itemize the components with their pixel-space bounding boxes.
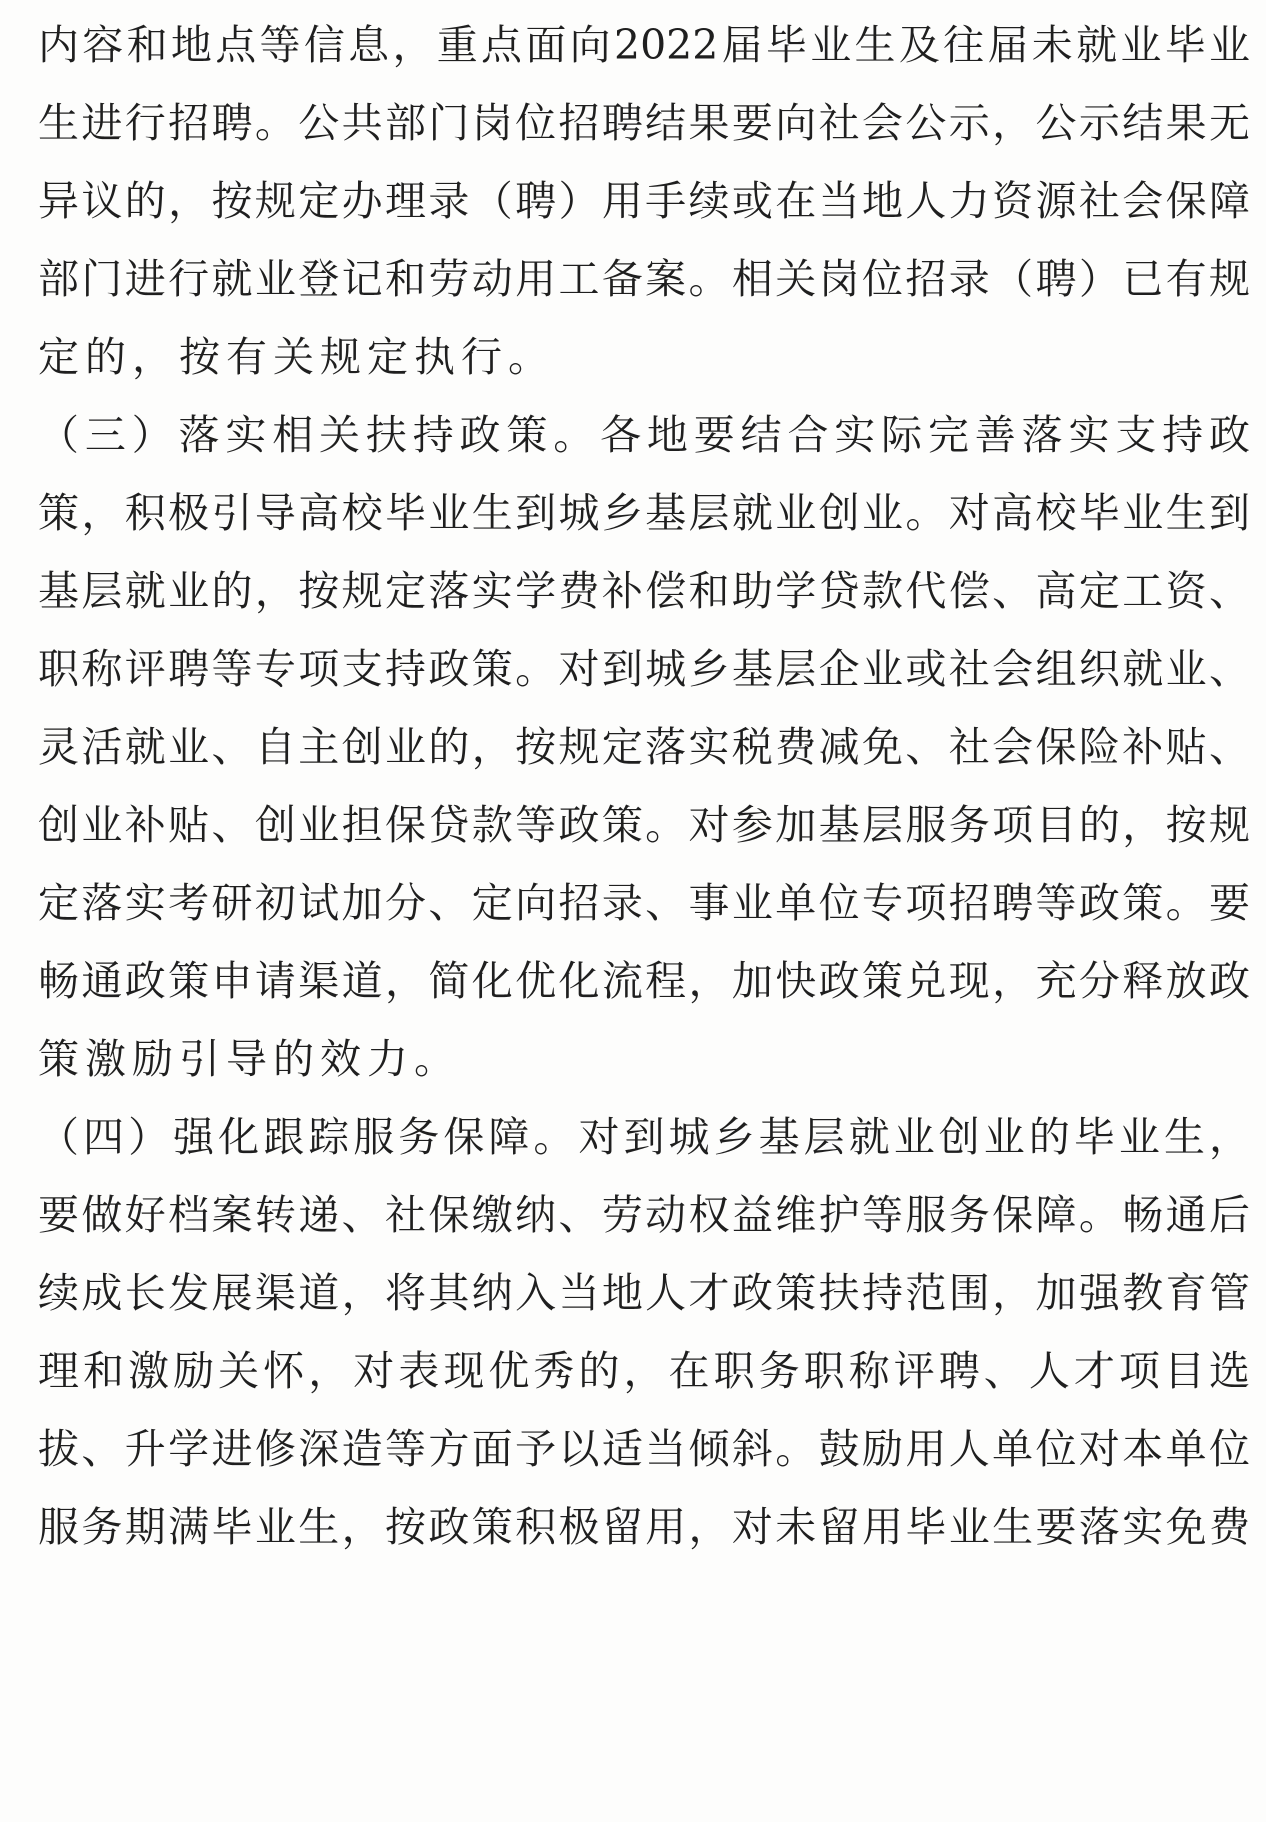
text-line-12: 定落实考研初试加分、定向招录、事业单位专项招聘等政策。要 bbox=[38, 879, 1250, 927]
text-line-19: 拔、升学进修深造等方面予以适当倾斜。鼓励用人单位对本单位 bbox=[38, 1425, 1250, 1473]
text-line-17: 续成长发展渠道，将其纳入当地人才政策扶持范围，加强教育管 bbox=[38, 1269, 1250, 1317]
text-line-7: 策，积极引导高校毕业生到城乡基层就业创业。对高校毕业生到 bbox=[38, 489, 1250, 537]
text-line-3: 异议的，按规定办理录（聘）用手续或在当地人力资源社会保障 bbox=[38, 177, 1250, 225]
text-line-10: 灵活就业、自主创业的，按规定落实税费减免、社会保险补贴、 bbox=[38, 723, 1250, 771]
text-line-8: 基层就业的，按规定落实学费补偿和助学贷款代偿、高定工资、 bbox=[38, 567, 1250, 615]
text-line-5: 定的，按有关规定执行。 bbox=[38, 333, 555, 381]
text-line-20: 服务期满毕业生，按政策积极留用，对未留用毕业生要落实免费 bbox=[38, 1503, 1250, 1551]
text-line-13: 畅通政策申请渠道，简化优化流程，加快政策兑现，充分释放政 bbox=[38, 957, 1250, 1005]
text-line-16: 要做好档案转递、社保缴纳、劳动权益维护等服务保障。畅通后 bbox=[38, 1191, 1250, 1239]
text-line-14: 策激励引导的效力。 bbox=[38, 1035, 461, 1083]
section-heading-3-line: （三）落实相关扶持政策。各地要结合实际完善落实支持政 bbox=[38, 411, 1250, 459]
text-line-1: 内容和地点等信息，重点面向2022届毕业生及往届未就业毕业 bbox=[38, 21, 1250, 69]
text-line-9: 职称评聘等专项支持政策。对到城乡基层企业或社会组织就业、 bbox=[38, 645, 1250, 693]
text-line-4: 部门进行就业登记和劳动用工备案。相关岗位招录（聘）已有规 bbox=[38, 255, 1250, 303]
section-heading-4-line: （四）强化跟踪服务保障。对到城乡基层就业创业的毕业生， bbox=[38, 1113, 1250, 1161]
text-line-11: 创业补贴、创业担保贷款等政策。对参加基层服务项目的，按规 bbox=[38, 801, 1250, 849]
text-line-18: 理和激励关怀，对表现优秀的，在职务职称评聘、人才项目选 bbox=[38, 1347, 1250, 1395]
text-line-2: 生进行招聘。公共部门岗位招聘结果要向社会公示，公示结果无 bbox=[38, 99, 1250, 147]
